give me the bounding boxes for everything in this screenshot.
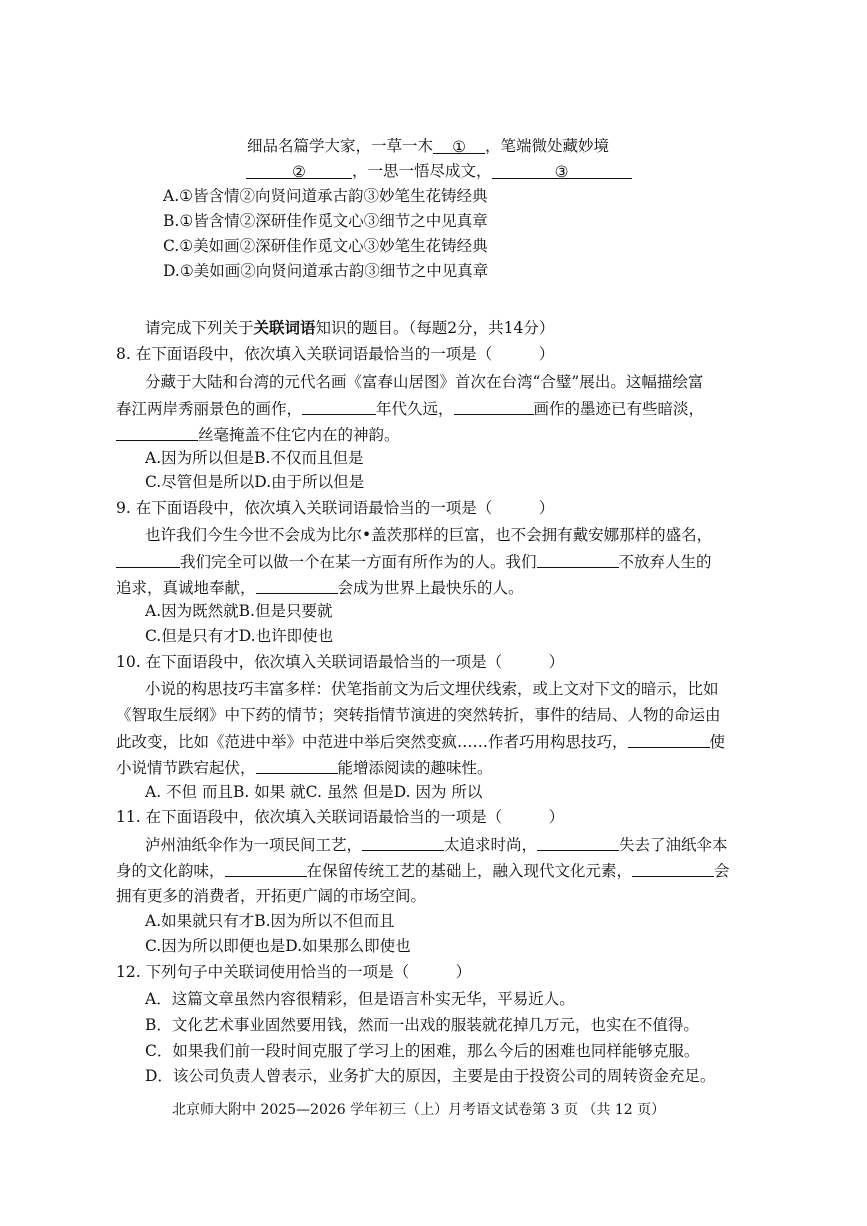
blank-2: ② (246, 162, 352, 179)
q8-passage-line-2 (116, 398, 704, 419)
option-word: 但是 (192, 473, 224, 491)
poem-line-2 (246, 161, 632, 181)
option-word: 不仅 (270, 449, 302, 467)
option-word: 而且 (301, 449, 333, 467)
option-word: 而且 (363, 912, 395, 930)
poem-line-2-text: ，一思一悟尽成文， (352, 162, 492, 180)
option-word: 尽管 (161, 473, 193, 491)
q8-passage-line-3 (116, 424, 400, 445)
option-word: 那么 (333, 937, 365, 955)
answer-blank (454, 398, 534, 415)
answer-blank (302, 398, 376, 415)
q10-options (145, 782, 482, 802)
option-letter: C. (145, 473, 162, 491)
option-letter: B. (254, 449, 271, 467)
section-header (145, 318, 554, 338)
text: 泸州油纸伞作为一项民间工艺， (145, 836, 363, 854)
q11-option-b[interactable] (254, 912, 394, 930)
q7-option-b[interactable] (163, 211, 488, 231)
option-word: 就 (192, 912, 208, 930)
q11-option-d[interactable] (285, 937, 410, 955)
q11-options-row-2 (145, 936, 411, 956)
q10-option-b[interactable]: B. 如果 就 (232, 783, 306, 801)
option-word: 但是 (255, 602, 287, 620)
answer-blank (628, 731, 710, 748)
answer-blank (537, 551, 619, 568)
q9-passage-line-1: 也许我们今生今世不会成为比尔•盖茨那样的巨富，也不会拥有戴安娜那样的盛名， (145, 526, 713, 544)
option-word: 即使 (364, 937, 396, 955)
text: 不放弃人生的 (618, 553, 712, 571)
section-header-post: 知识的题目。（每题2分，共14分） (315, 319, 555, 337)
q7-option-c[interactable] (163, 236, 488, 256)
q9-option-b[interactable] (239, 602, 333, 620)
text: 画作的墨迹已有些暗淡， (533, 400, 705, 418)
q8-stem: 8. 在下面语段中，依次填入关联词语最恰当的一项是（ ） (116, 345, 555, 363)
option-part: ①皆含情 (179, 187, 240, 205)
option-word: 因为 (270, 912, 302, 930)
q11-passage-line-2 (116, 860, 730, 881)
option-word: 只有 (207, 912, 239, 930)
q12-option-b[interactable]: B．文化艺术事业固然要用钱，然而一出戏的服装就花掉几万元，也实在不值得。 (145, 1016, 699, 1034)
option-word: 才 (223, 627, 239, 645)
q12-option-c[interactable]: C．如果我们前一段时间克服了学习上的困难，那么今后的困难也同样能够克服。 (145, 1042, 700, 1060)
q11-passage-line-3: 拥有更多的消费者，开拓更广阔的市场空间。 (116, 887, 427, 905)
option-part: ①皆含情 (179, 212, 240, 230)
text: 会 (714, 862, 730, 880)
text: 能增添阅读的趣味性。 (337, 759, 493, 777)
q8-option-a[interactable] (145, 449, 254, 467)
option-word: 只有 (192, 627, 224, 645)
option-part: ①美如画 (179, 262, 241, 280)
q8-options-row-2 (145, 472, 364, 492)
option-letter: B. (238, 602, 255, 620)
option-word: 但是 (332, 449, 364, 467)
option-part: ③细节之中见真章 (364, 262, 489, 280)
option-letter: C. (145, 627, 162, 645)
option-word: 也 (395, 937, 411, 955)
answer-blank (225, 860, 307, 877)
option-word: 因为 (161, 937, 193, 955)
answer-blank (362, 834, 444, 851)
q9-stem: 9. 在下面语段中，依次填入关联词语最恰当的一项是（ ） (116, 499, 555, 517)
q9-option-a[interactable] (145, 602, 239, 620)
option-word: 但是 (161, 627, 193, 645)
q12-option-a[interactable]: A．这篇文章虽然内容很精彩，但是语言朴实无华，平易近人。 (145, 990, 575, 1008)
poem-line-1 (247, 136, 609, 156)
option-part: ③细节之中见真章 (363, 212, 488, 230)
text: 春江两岸秀丽景色的画作， (116, 400, 303, 418)
option-letter: A. (163, 187, 180, 205)
section-keyword: 关联词语 (253, 318, 316, 337)
option-letter: A. (145, 449, 162, 467)
option-letter: C. (145, 937, 162, 955)
option-part: ①美如画 (179, 237, 240, 255)
option-letter: B. (254, 912, 271, 930)
option-part: ②向贤问道承古韵 (239, 187, 364, 205)
q8-options-row-1 (145, 448, 364, 468)
option-letter: D. (238, 627, 256, 645)
text: 小说情节跌宕起伏， (116, 759, 256, 777)
option-word: 即使 (286, 627, 318, 645)
option-word: 所以 (301, 912, 333, 930)
q10-option-a[interactable]: A. 不但 而且 (145, 783, 233, 801)
q10-passage-line-1: 小说的构思技巧丰富多样：伏笔指前文为后文埋伏线索，或上文对下文的暗示，比如 (145, 680, 719, 698)
q12-stem: 12. 下列句子中关联词使用恰当的一项是（ ） (116, 963, 472, 981)
option-letter: A. (145, 912, 162, 930)
q10-passage-line-4 (116, 757, 493, 778)
option-word: 既然 (192, 602, 224, 620)
q8-option-d[interactable] (254, 473, 364, 491)
answer-blank (537, 834, 619, 851)
option-word: 但是 (223, 449, 255, 467)
text: 在保留传统工艺的基础上，融入现代文化元素， (306, 862, 633, 880)
option-word: 所以 (302, 473, 334, 491)
option-word: 也 (317, 627, 334, 645)
q11-passage-line-1 (145, 834, 728, 855)
q10-option-c[interactable]: C. 虽然 但是 (305, 783, 394, 801)
text: 我们完全可以做一个在某一方面有所作为的人。我们 (180, 553, 537, 571)
q9-option-d[interactable] (239, 627, 333, 645)
option-word: 如果 (302, 937, 334, 955)
option-letter: D. (285, 937, 303, 955)
q10-option-d[interactable]: D. 因为 所以 (393, 783, 483, 801)
q11-options-row-1 (145, 911, 395, 931)
page-footer: 北京师大附中 2025—2026 学年初三（上）月考语文试卷第 3 页 （共 12 页） (172, 1102, 666, 1118)
option-part: ②深研佳作觅文心 (239, 212, 364, 230)
q11-option-c[interactable] (145, 937, 285, 955)
q12-option-d[interactable]: D．该公司负责人曾表示，业务扩大的原因，主要是由于投资公司的周转资金充足。 (145, 1067, 716, 1085)
q9-passage-line-3 (116, 577, 524, 598)
option-word: 但是 (333, 473, 365, 491)
option-word: 因为 (161, 602, 193, 620)
q7-option-d[interactable] (163, 261, 488, 281)
q9-passage-line-2 (116, 551, 712, 572)
poem-line-1-text: 细品名篇学大家，一草一木 (247, 137, 434, 155)
option-word: 只要 (286, 602, 318, 620)
option-word: 也是 (254, 937, 286, 955)
q8-option-b[interactable] (254, 449, 363, 467)
poem-line-1-tail: ，笔端微处藏妙境 (485, 137, 610, 155)
option-word: 所以 (223, 473, 255, 491)
option-word: 由于 (271, 473, 303, 491)
option-word: 即便 (223, 937, 255, 955)
option-word: 如果 (161, 912, 193, 930)
answer-blank (116, 551, 180, 568)
option-word: 所以 (192, 937, 224, 955)
q11-option-a[interactable] (145, 912, 254, 930)
option-part: ③妙笔生花铸经典 (363, 187, 488, 205)
q11-stem: 11. 在下面语段中，依次填入关联词语最恰当的一项是（ ） (116, 808, 565, 826)
option-part: ②向贤问道承古韵 (240, 262, 365, 280)
text: 追求，真诚地奉献， (116, 579, 256, 597)
option-part: ③妙笔生花铸经典 (363, 237, 488, 255)
q10-stem: 10. 在下面语段中，依次填入关联词语最恰当的一项是（ ） (116, 653, 565, 671)
text: 此改变，比如《范进中举》中范进中举后突然变疯……作者巧用构思技巧， (116, 733, 628, 751)
answer-blank (632, 860, 714, 877)
text: 年代久远， (376, 400, 454, 418)
option-word: 才 (238, 912, 255, 930)
option-letter: D. (163, 262, 180, 280)
section-header-pre: 请完成下列关于 (145, 319, 254, 337)
q8-option-c[interactable] (145, 473, 254, 491)
option-word: 因为 (161, 449, 193, 467)
option-word: 所以 (192, 449, 224, 467)
option-word: 就 (223, 602, 239, 620)
q10-passage-line-3 (116, 731, 725, 752)
text: 身的文化韵味， (116, 862, 225, 880)
q8-passage-line-1: 分藏于大陆和台湾的元代名画《富春山居图》首次在台湾“合璧”展出。这幅描绘富 (145, 373, 704, 391)
answer-blank (256, 757, 338, 774)
answer-blank (256, 577, 338, 594)
option-letter: B. (163, 212, 180, 230)
text: 失去了油纸伞本 (619, 836, 728, 854)
q7-option-a[interactable] (163, 186, 488, 206)
text: 太追求时尚， (444, 836, 538, 854)
answer-blank (116, 424, 198, 441)
q10-passage-line-2: 《智取生辰纲》中下药的情节；突转指情节演进的突然转折，事件的结局、人物的命运由 (116, 706, 721, 724)
option-letter: D. (254, 473, 272, 491)
q9-option-c[interactable] (145, 627, 239, 645)
q9-options-row-1 (145, 601, 333, 621)
option-word: 就 (317, 602, 333, 620)
option-letter: C. (163, 237, 180, 255)
option-word: 也许 (255, 627, 287, 645)
text: 使 (709, 733, 726, 751)
option-word: 不但 (332, 912, 364, 930)
text: 丝毫掩盖不住它内在的神韵。 (198, 426, 400, 444)
option-letter: A. (145, 602, 162, 620)
text: 会成为世界上最快乐的人。 (337, 579, 524, 597)
blank-1: ① (433, 137, 485, 154)
q9-options-row-2 (145, 626, 333, 646)
blank-3: ③ (492, 162, 632, 179)
option-part: ②深研佳作觅文心 (239, 237, 364, 255)
